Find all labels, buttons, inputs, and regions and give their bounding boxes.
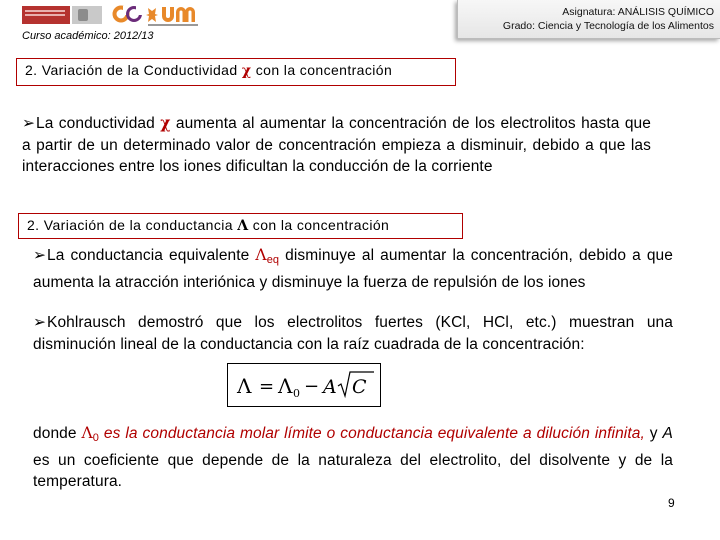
paragraph-text: Kohlrausch demostró que los electrolitos fuertes (KCl, HCl, etc.) muestran una disminución lineal de la conductancia con la raíz cuadrada de la concentración: [33,314,673,353]
paragraph-definition [33,423,673,493]
lambda-subscript: 0 [92,432,100,444]
lambda-symbol: Λ [81,424,93,442]
paragraph-kohlrausch [33,312,673,355]
paragraph-conductivity [22,112,651,178]
paragraph-text: La conductividad [36,115,161,132]
limit-conductance-text: es la conductancia molar límite o conductancia equivalente a dilución infinita, [99,425,645,442]
paragraph-text: y [644,425,663,442]
section-title-text: con la concentración [251,62,393,78]
equation-lambda-subscript: 0 [293,387,300,400]
chi-symbol: χ [241,63,252,79]
kohlrausch-equation [227,363,381,407]
equation-lhs: Λ [237,374,252,398]
lambda-subscript: eq [266,254,280,266]
section-title-text: 2. Variación de la Conductividad [25,62,242,78]
page-number: 9 [668,496,675,510]
arrow-bullet-icon: ➢ [33,246,47,264]
section-title-text: 2. Variación de la conductancia [27,217,238,233]
equation-graphic [228,364,380,406]
paragraph-text: donde [33,425,82,442]
section-title-conductance [18,213,463,239]
equation-coefficient: A [323,376,337,398]
lambda-symbol: Λ [255,246,267,264]
equation-variable: C [352,376,367,398]
subject-name: Asignatura: ANÁLISIS QUÍMICO [562,6,714,18]
section-title-text: con la concentración [248,217,390,233]
chi-symbol: χ [160,113,171,132]
equation-minus: − [304,376,320,397]
paragraph-equivalent-conductance [33,245,673,293]
equation-equals: = [259,376,275,397]
um-logo [112,2,202,28]
section-title-conductivity [16,58,456,86]
paragraph-text: La conductancia equivalente [47,247,256,264]
equation-lambda: Λ [278,374,293,398]
lambda-symbol: Λ [237,218,249,234]
university-logo [22,6,102,24]
paragraph-text: es un coeficiente que depende de la naturaleza del electrolito, del disolvente y de la temperatura. [33,451,673,490]
arrow-bullet-icon: ➢ [22,114,36,132]
paragraph-text: disminuye al aumentar la concentración, debido a que aumenta la atracción interiónica y disminuye la fuerza de repulsión de los iones [33,247,673,291]
paragraph-text: aumenta al aumentar la concentración de los electrolitos hasta que a partir de un determinado valor de concentración empieza a disminuir, debido a que las interacciones entre los iones dificultan la conducción de la corriente [22,115,651,175]
course-label: Curso académico: 2012/13 [22,30,154,42]
coefficient-symbol: A [662,425,673,442]
subject-box [457,0,720,39]
degree-name: Grado: Ciencia y Tecnología de los Alimentos [502,20,714,32]
arrow-bullet-icon: ➢ [33,313,47,331]
